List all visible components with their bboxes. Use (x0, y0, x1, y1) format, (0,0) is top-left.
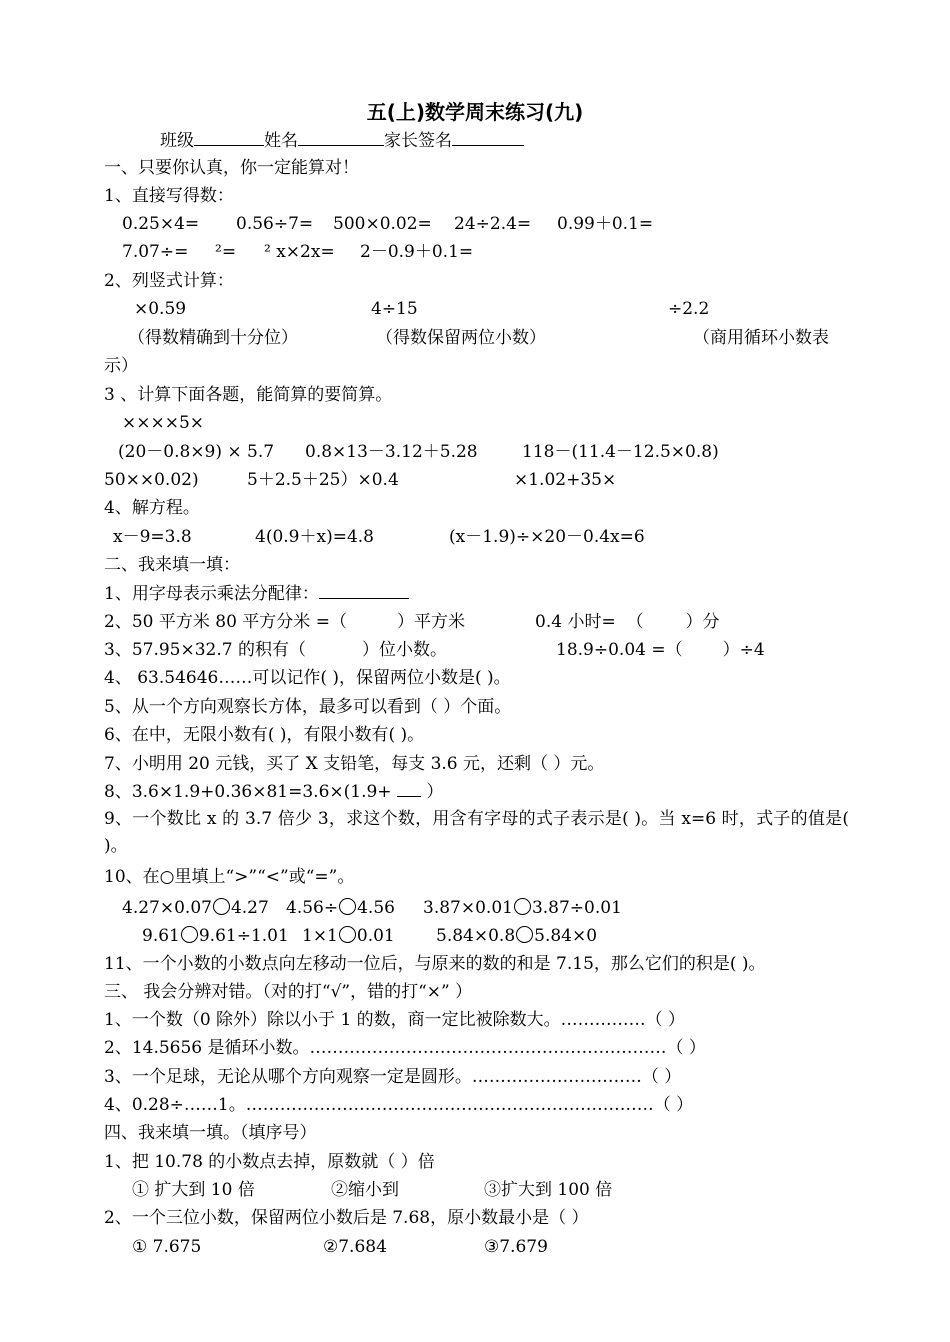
compare-item (423, 897, 622, 919)
compare-right: 4.56 (357, 898, 395, 918)
q1-item: ² x×2x= (264, 242, 335, 262)
choice-option: ① 7.675 (132, 1237, 202, 1257)
judge-item: 3、一个足球，无论从哪个方向观察一定是圆形。…………………………（ ） (104, 1067, 682, 1087)
q3-row: ××××5× (122, 413, 205, 433)
compare-right: 3.87÷0.01 (531, 898, 622, 918)
compare-left: 4.56÷ (286, 898, 339, 918)
q2-label: 2、列竖式计算： (104, 271, 234, 291)
fill-q9: 9、一个数比 x 的 3.7 倍少 3，求这个数，用含有字母的式子表示是( )。当 x=6 时，式子的值是( )。 (104, 809, 849, 856)
q2-item: ×0.59 (134, 299, 187, 319)
compare-circle[interactable] (213, 898, 230, 915)
q4-item: x－9=3.8 (113, 527, 192, 547)
choice-option: ① 扩大到 10 倍 (132, 1180, 255, 1200)
q3-label: 3 、计算下面各题，能简算的要简算。 (104, 385, 393, 405)
fill-q8-text: 8、3.6×1.9+0.36×81=3.6×(1.9+ (104, 782, 392, 802)
fill-q2-text: 2、50 平方米 80 平方分米 =（ (104, 612, 347, 632)
fill-q5: 5、从一个方向观察长方体，最多可以看到（ ）个面。 (104, 697, 512, 717)
choice-option: ③7.679 (484, 1237, 548, 1257)
q1-item: 0.25×4= (122, 214, 200, 234)
judge-item: 1、一个数（0 除外）除以小于 1 的数，商一定比被除数大。……………（ ） (104, 1010, 686, 1030)
q2-note: （得数保留两位小数） (376, 328, 546, 348)
answer-blank (397, 782, 421, 797)
compare-circle[interactable] (181, 926, 198, 943)
fill-q8-text: ） (426, 782, 444, 802)
compare-item (142, 925, 289, 947)
q2-item: 4÷15 (371, 299, 418, 319)
compare-left: 5.84×0.8 (436, 926, 516, 946)
fill-q10-label: 10、在○里填上“>”“<”或“=”。 (104, 867, 355, 887)
fill-q3 (104, 639, 447, 661)
q2-item: ÷2.2 (668, 299, 710, 319)
parent-sign-label: 家长签名 (384, 131, 452, 151)
q1-label: 1、直接写得数： (104, 186, 234, 206)
fill-q6: 6、在中，无限小数有( )，有限小数有( )。 (104, 725, 425, 745)
fill-q3-text: ）÷4 (722, 640, 765, 660)
compare-left: 3.87×0.01 (423, 898, 513, 918)
q1-item: 24÷2.4= (454, 214, 532, 234)
fill-q1-text: 1、用字母表示乘法分配律： (104, 584, 319, 604)
q3-item: 118－(11.4－12.5×0.8) (522, 442, 719, 462)
choice-option: ②7.684 (323, 1237, 387, 1257)
compare-left: 4.27×0.07 (122, 898, 212, 918)
section-3-heading: 三、 我会分辨对错。（对的打“√”，错的打“×” ） (104, 982, 473, 1002)
compare-item (122, 897, 269, 919)
fill-q1 (104, 583, 409, 605)
compare-left: 1×1 (302, 926, 338, 946)
fill-q3-div (556, 639, 765, 661)
choice-q1: 1、把 10.78 的小数点去掉，原数就（ ）倍 (104, 1152, 435, 1172)
q3-item: 0.8×13－3.12＋5.28 (305, 442, 478, 462)
q1-item: 0.56÷7= (236, 214, 314, 234)
answer-blank (319, 584, 409, 599)
q4-item: 4(0.9＋x)=4.8 (255, 527, 374, 547)
q4-label: 4、解方程。 (104, 498, 200, 518)
class-blank (194, 131, 264, 146)
section-1-heading: 一、只要你认真，你一定能算对！ (104, 158, 359, 178)
fill-q2-time (535, 611, 720, 633)
q3-item: ×1.02+35× (514, 470, 617, 490)
choice-q2: 2、一个三位小数，保留两位小数后是 7.68，原小数最小是（ ） (104, 1208, 589, 1228)
choice-option: ②缩小到 (331, 1180, 399, 1200)
class-label: 班级 (160, 131, 194, 151)
q1-item: 7.07÷= (122, 242, 189, 262)
q4-item: (x－1.9)÷×20－0.4x=6 (449, 527, 645, 547)
worksheet-title: 五(上)数学周末练习(九) (366, 100, 584, 124)
fill-q8 (104, 781, 443, 803)
judge-item: 2、14.5656 是循环小数。………………………………………………………（ ） (104, 1038, 706, 1058)
class-field (160, 130, 524, 152)
compare-right: 0.01 (356, 926, 395, 946)
compare-circle[interactable] (516, 926, 533, 943)
compare-left: 9.61 (142, 926, 180, 946)
compare-right: 9.61÷1.01 (198, 926, 289, 946)
q2-note-continued: 示） (104, 356, 138, 376)
q2-note: （商用循环小数表 (693, 328, 829, 348)
section-4-heading: 四、我来填一填。（填序号） (104, 1123, 317, 1143)
compare-item (436, 925, 597, 947)
compare-item (302, 925, 395, 947)
fill-q4: 4、 63.54646……可以记作( )，保留两位小数是( )。 (104, 668, 511, 688)
compare-circle[interactable] (339, 926, 356, 943)
q2-note: （得数精确到十分位） (128, 328, 298, 348)
q1-item: 0.99＋0.1= (557, 214, 654, 234)
fill-q2-text: 0.4 小时= (535, 612, 616, 632)
compare-right: 4.27 (230, 898, 269, 918)
fill-q2-text: ）平方米 (396, 612, 465, 632)
fill-q7: 7、小明用 20 元钱，买了 X 支铅笔，每支 3.6 元，还剩（ ）元。 (104, 754, 605, 774)
fill-q3-text: ）位小数。 (361, 640, 447, 660)
compare-circle[interactable] (514, 898, 531, 915)
q1-item: ²= (215, 242, 237, 262)
fill-q2 (104, 611, 465, 633)
fill-q2-text: （ (626, 612, 644, 632)
compare-item (286, 897, 395, 919)
q3-item: 50××0.02) (104, 470, 199, 490)
choice-option: ③扩大到 100 倍 (484, 1180, 613, 1200)
fill-q11: 11、一个小数的小数点向左移动一位后，与原来的数的和是 7.15，那么它们的积是( )。 (104, 954, 766, 974)
parent-sign-blank (452, 131, 524, 146)
name-blank (298, 131, 384, 146)
section-2-heading: 二、我来填一填： (104, 555, 240, 575)
name-label: 姓名 (264, 131, 298, 151)
compare-circle[interactable] (339, 898, 356, 915)
q3-item: 5＋2.5＋25）×0.4 (247, 470, 399, 490)
q1-item: 2－0.9＋0.1= (360, 242, 474, 262)
judge-item: 4、0.28÷……1。………………………………………………………………（ ） (104, 1095, 694, 1115)
fill-q3-text: 18.9÷0.04 =（ (556, 640, 683, 660)
q1-item: 500×0.02= (333, 214, 432, 234)
fill-q3-text: 3、57.95×32.7 的积有（ (104, 640, 306, 660)
compare-right: 5.84×0 (534, 926, 598, 946)
q3-item: (20－0.8×9) × 5.7 (118, 442, 275, 462)
fill-q2-text: ）分 (685, 612, 720, 632)
